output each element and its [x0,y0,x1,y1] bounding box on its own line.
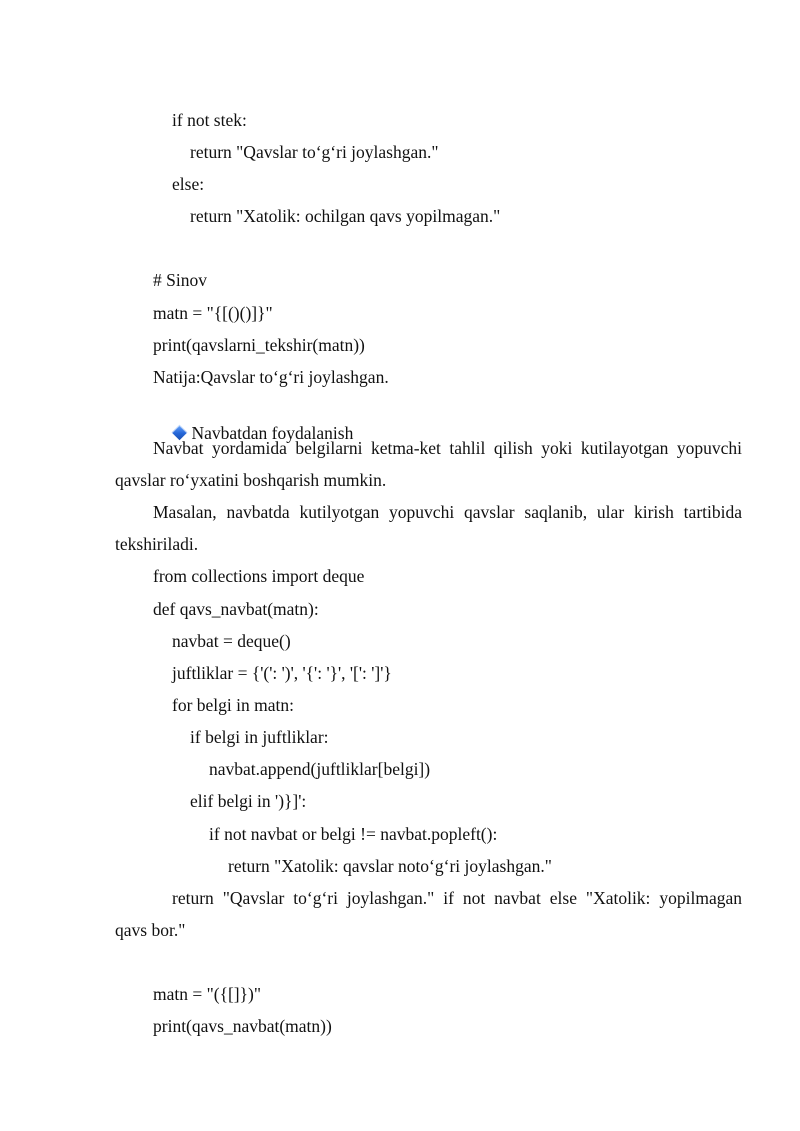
code-line: qavs bor." [115,920,186,940]
code-line: navbat = deque() [172,631,291,651]
code-line: if not stek: [172,110,247,130]
code-line: if not navbat or belgi != navbat.popleft(): [209,824,498,844]
code-line: return "Qavslar to‘g‘ri joylashgan." if not navbat else "Xatolik: yopilmagan [172,888,742,908]
code-line: print(qavs_navbat(matn)) [153,1016,332,1036]
code-line: elif belgi in ')}]': [190,791,307,811]
paragraph-line: tekshiriladi. [115,534,199,554]
code-line: print(qavslarni_tekshir(matn)) [153,335,365,355]
code-line: for belgi in matn: [172,695,294,715]
code-line: matn = "{[()()]}" [153,303,273,323]
code-line: navbat.append(juftliklar[belgi]) [209,759,431,779]
code-line: return "Qavslar to‘g‘ri joylashgan." [190,142,439,162]
code-line: return "Xatolik: ochilgan qavs yopilmagan." [190,206,501,226]
paragraph-line: Masalan, navbatda kutilyotgan yopuvchi qavslar saqlanib, ular kirish tartibida [153,502,742,522]
paragraph-line: Navbat yordamida belgilarni ketma-ket tahlil qilish yoki kutilayotgan yopuvchi [153,438,742,458]
code-line: return "Xatolik: qavslar noto‘g‘ri joylashgan." [228,856,552,876]
code-line: else: [172,174,205,194]
code-line: if belgi in juftliklar: [190,727,329,747]
code-line: from collections import deque [153,566,365,586]
paragraph-line: qavslar ro‘yxatini boshqarish mumkin. [115,470,387,490]
code-line: juftliklar = {'(': ')', '{': '}', '[': ']'} [172,663,392,683]
code-comment: # Sinov [153,270,207,290]
section-heading-text: Navbatdan foydalanish [191,423,354,443]
code-line: matn = "({[]})" [153,984,262,1004]
code-line: def qavs_navbat(matn): [153,599,319,619]
result-line: Natija:Qavslar to‘g‘ri joylashgan. [153,367,389,387]
